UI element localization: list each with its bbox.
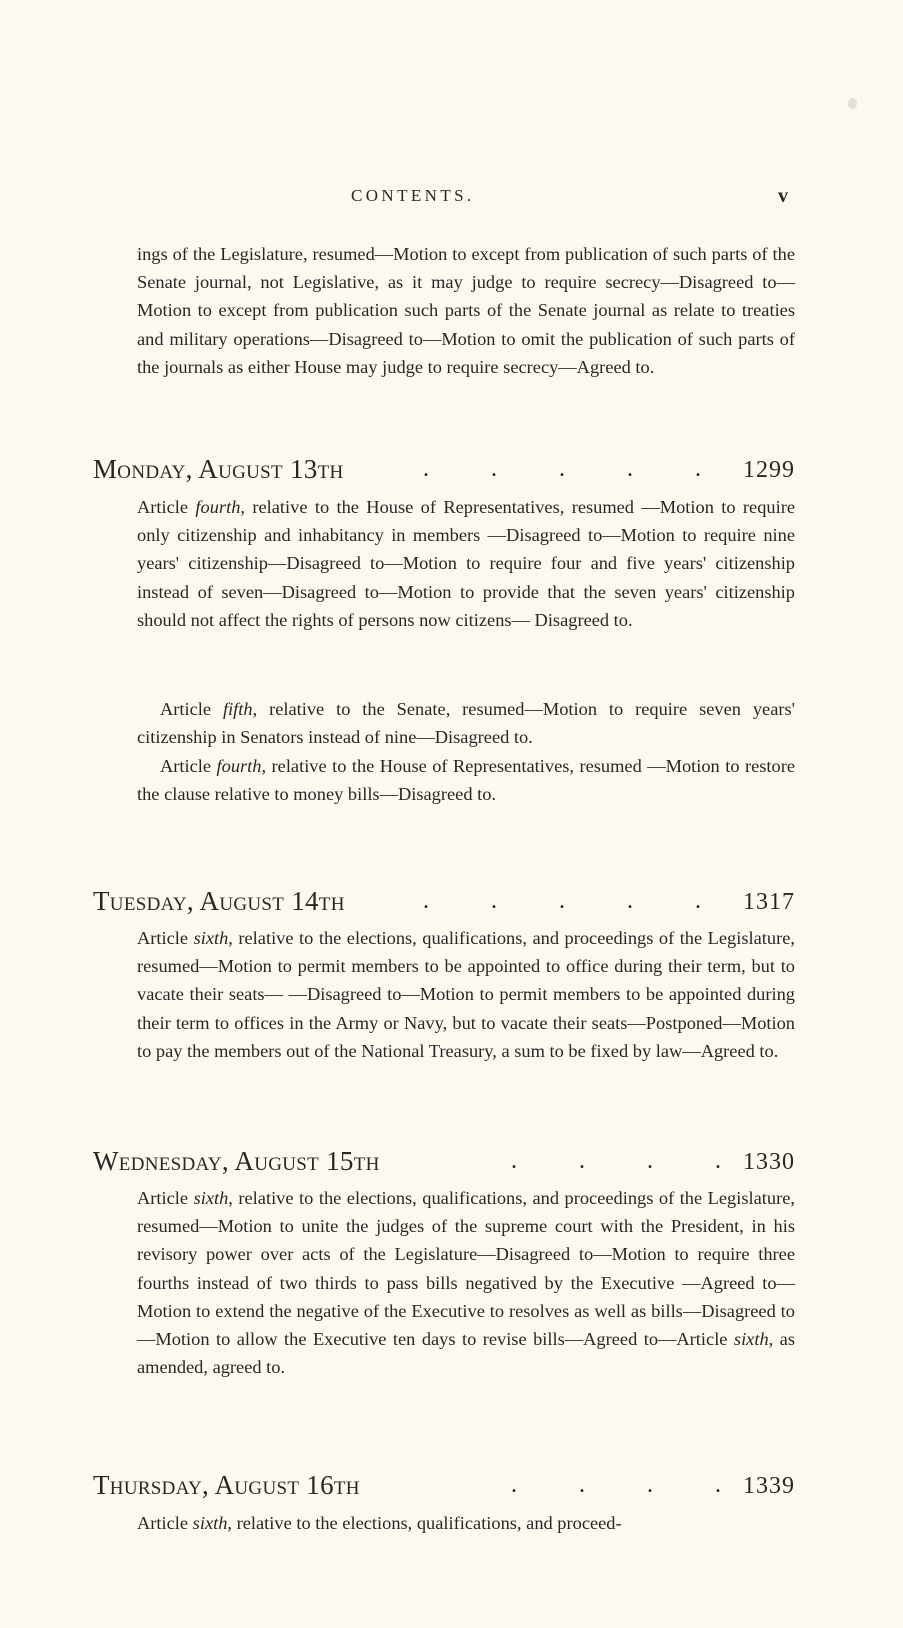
entry-paragraph (137, 493, 795, 634)
entry-heading (93, 454, 795, 488)
entry-heading (93, 1470, 795, 1504)
paragraph-lead: Article (137, 497, 196, 517)
article-number: fourth (195, 497, 241, 517)
paragraph-lead: Article (160, 756, 217, 776)
continuation-paragraph: ings of the Legislature, resumed—Motion to except from publication of such parts of the Senate journal, not Legislative, as it may judge to require secrecy—Disagreed to—Motion to except from publication such parts of the Senate journal as relate to treaties and military operations—Disagreed to—Motion to omit the publication of such parts of the journals as either House may judge to require secrecy—Agreed to. (137, 244, 795, 377)
entry-paragraph (137, 1184, 795, 1381)
entry-heading (93, 1146, 795, 1180)
paragraph-text: , relative to the elections, qualifications, and proceedings of the Legislature, resumed—Motion to permit members to be appointed to office during their term, but to vacate their seats— —Disagreed to—Motion to permit members to be appointed during their term to offices in the Army or Navy, but to vacate their seats—Postponed—Motion to pay the members out of the National Treasury, a sum to be fixed by law—Agreed to. (137, 928, 795, 1061)
article-number: sixth (193, 928, 229, 948)
entry-page-number: 1339 (743, 1473, 795, 1499)
article-number: fourth (216, 756, 262, 776)
paragraph-text: , relative to the elections, qualifications, and proceedings of the Legislature, resumed—Motion to unite the judges of the supreme court with the President, in his revisory power over acts of the Legislature—Disagreed to—Motion to require three fourths instead of two thirds to pass bills negatived by the Executive —Agreed to—Motion to extend the negative of the Executive to resolves as well as bills—Disagreed to—Motion to allow the Executive ten days to revise bills—Agreed to—Article (137, 1188, 795, 1350)
article-number: sixth (192, 1513, 228, 1533)
entry-page-number: 1330 (743, 1149, 795, 1175)
paper-speck (848, 98, 857, 109)
paragraph-text: , relative to the House of Representatives, resumed —Motion to restore the clause relative to money bills—Disagreed to. (137, 756, 795, 805)
paragraph-lead: Article (137, 1513, 193, 1533)
entry-day: Monday, August 13th (93, 454, 344, 484)
dot-leaders: . . . . (511, 1148, 749, 1174)
article-number: sixth (193, 1188, 229, 1208)
entry-paragraph (137, 1509, 795, 1537)
entry-day: Thursday, August 16th (93, 1470, 360, 1500)
page-folio: v (778, 185, 788, 207)
entry-page-number: 1299 (743, 457, 795, 483)
paragraph-lead: Article (137, 1188, 194, 1208)
running-title: CONTENTS. (351, 186, 475, 205)
dot-leaders: . . . . . (423, 456, 729, 482)
running-header (0, 186, 903, 212)
paragraph-text: , relative to the Senate, resumed—Motion to require seven years' citizenship in Senators instead of nine—Disagreed to. (137, 699, 795, 748)
entry-day: Tuesday, August 14th (93, 886, 345, 916)
article-number: fifth (222, 699, 253, 719)
dot-leaders: . . . . (511, 1472, 749, 1498)
paragraph-lead: Article (137, 928, 194, 948)
paragraph-text: , as amended, agreed to. (137, 1329, 795, 1378)
paragraph-text: , relative to the elections, qualifications, and proceed- (227, 1513, 622, 1533)
entry-heading (93, 886, 795, 920)
entry-paragraph (137, 752, 795, 808)
paragraph-text: , relative to the House of Representatives, resumed —Motion to require only citizenship and inhabitancy in members —Disagreed to—Motion to require nine years' citizenship—Disagreed to—Motion to require four and five years' citizenship instead of seven—Disagreed to—Motion to provide that the seven years' citizenship should not affect the rights of persons now citizens— Disagreed to. (137, 497, 795, 630)
entry-page-number: 1317 (743, 889, 795, 915)
article-number: sixth (733, 1329, 769, 1350)
paragraph-lead: Article (160, 699, 223, 719)
entry-paragraph (137, 924, 795, 1065)
entry-day: Wednesday, August 15th (93, 1146, 380, 1176)
dot-leaders: . . . . . (423, 888, 729, 914)
entry-paragraph (137, 695, 795, 751)
